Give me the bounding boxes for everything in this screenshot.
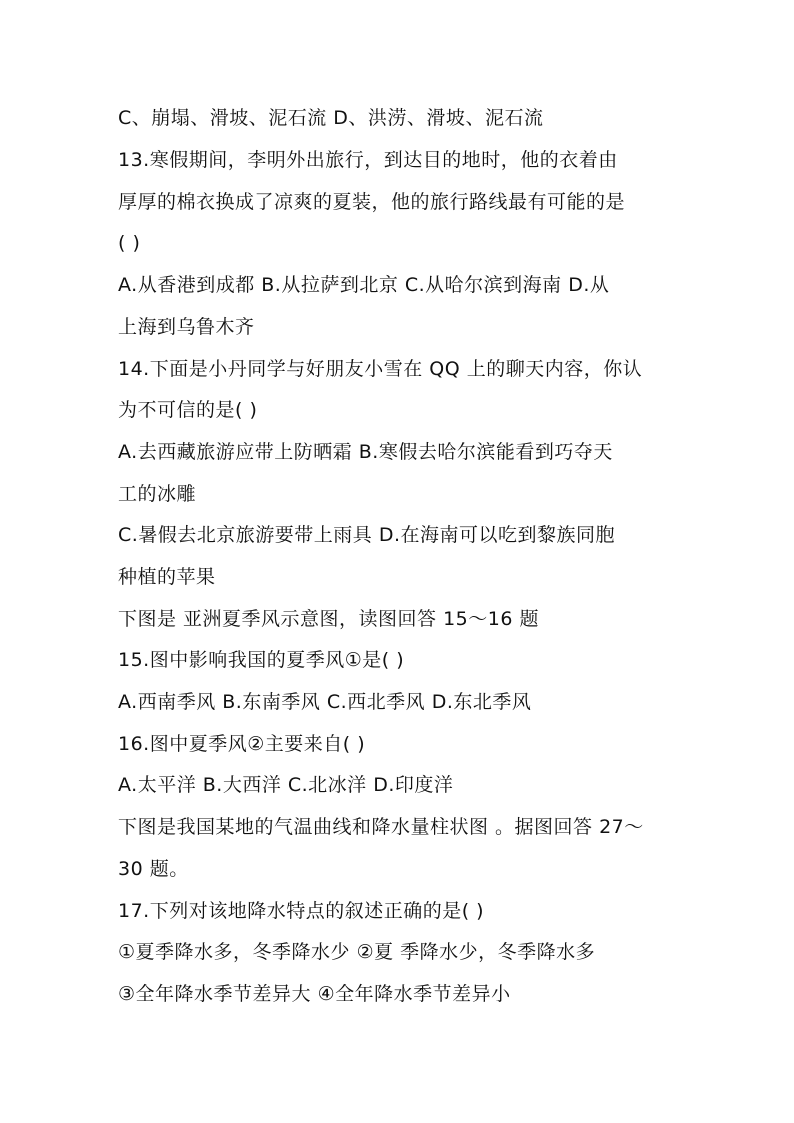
text-line: 厚厚的棉衣换成了凉爽的夏装，他的旅行路线最有可能的是 (118, 191, 626, 213)
question-15-options: A.西南季风 B.东南季风 C.西北季风 D.东北季风 (118, 691, 532, 713)
question-13-options: A.从香港到成都 B.从拉萨到北京 C.从哈尔滨到海南 D.从 (118, 274, 610, 296)
question-17-stem: 17.下列对该地降水特点的叙述正确的是( ) (118, 900, 485, 922)
text-line: 30 题。 (118, 858, 189, 880)
question-15-stem: 15.图中影响我国的夏季风①是( ) (118, 649, 405, 671)
question-14-stem: 14.下面是小丹同学与好朋友小雪在 QQ 上的聊天内容，你认 (118, 358, 643, 380)
figure-instruction: 下图是 亚洲夏季风示意图，读图回答 15～16 题 (118, 608, 539, 630)
question-16-stem: 16.图中夏季风②主要来自( ) (118, 733, 366, 755)
question-13-stem: 13.寒假期间，李明外出旅行，到达目的地时，他的衣着由 (118, 149, 618, 171)
question-17-options: ③全年降水季节差异大 ④全年降水季节差异小 (118, 983, 511, 1005)
question-14-options: A.去西藏旅游应带上防晒霜 B.寒假去哈尔滨能看到巧夺天 (118, 441, 613, 463)
text-line: C、崩塌、滑坡、泥石流 D、洪涝、滑坡、泥石流 (118, 107, 544, 129)
question-17-options: ①夏季降水多，冬季降水少 ②夏 季降水少，冬季降水多 (118, 941, 596, 963)
text-line: 种植的苹果 (118, 566, 216, 588)
text-line: 工的冰雕 (118, 483, 197, 505)
text-line: 上海到乌鲁木齐 (118, 316, 255, 338)
answer-blank: ( ) (118, 232, 141, 254)
figure-instruction: 下图是我国某地的气温曲线和降水量柱状图 。据图回答 27～ (118, 816, 644, 838)
text-line: 为不可信的是( ) (118, 399, 258, 421)
question-16-options: A.太平洋 B.大西洋 C.北冰洋 D.印度洋 (118, 774, 454, 796)
question-14-options: C.暑假去北京旅游要带上雨具 D.在海南可以吃到黎族同胞 (118, 524, 616, 546)
